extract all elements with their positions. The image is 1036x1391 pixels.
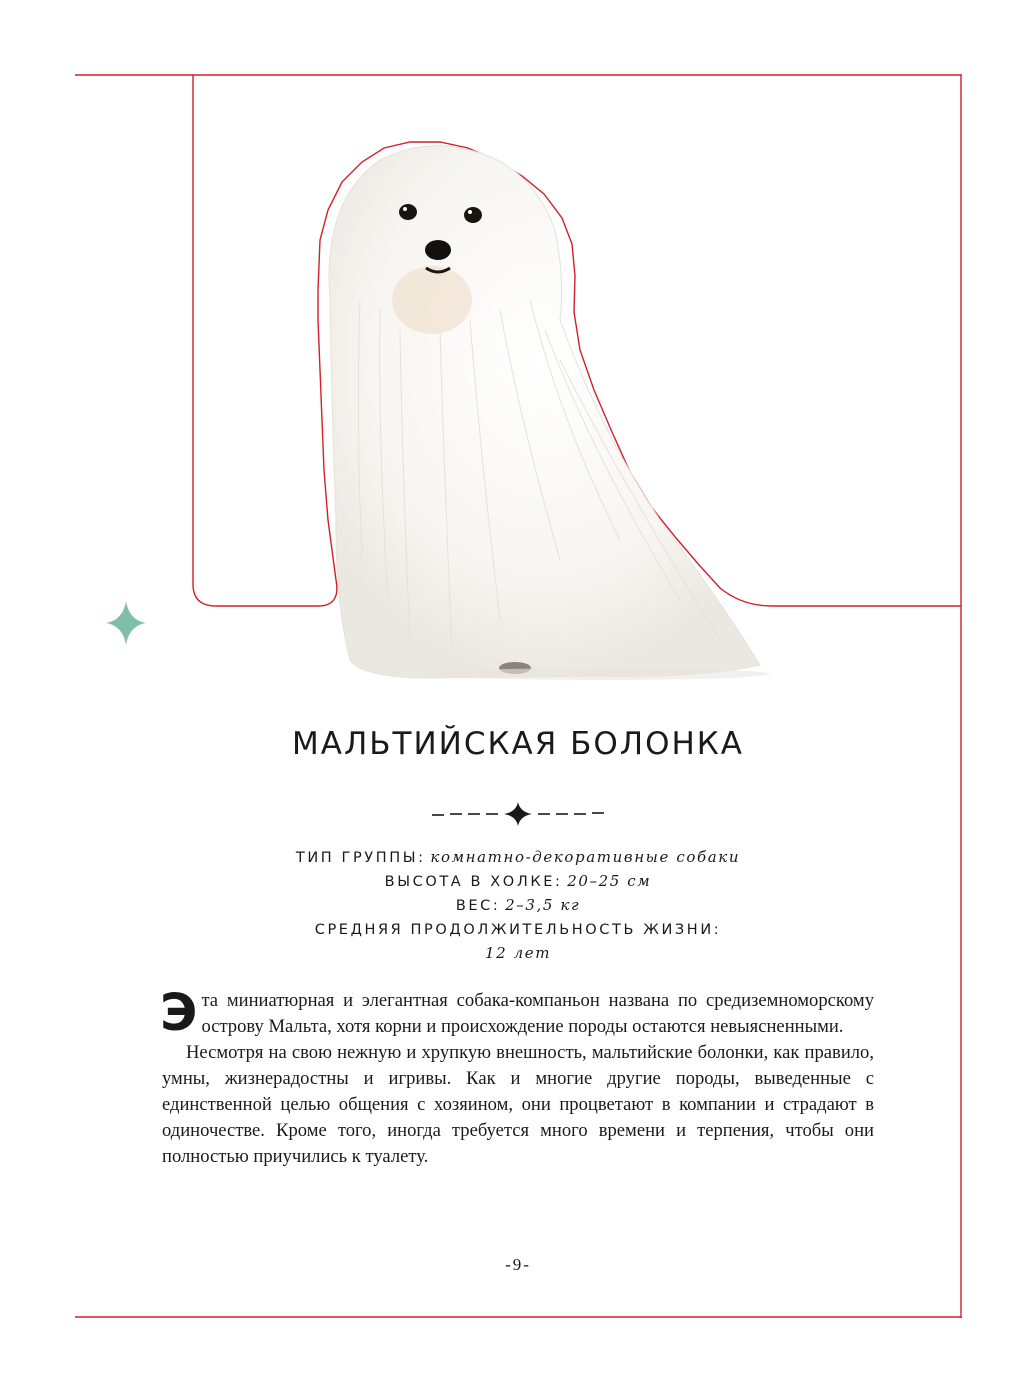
page-number: -9- [505,1255,531,1274]
four-point-star-icon [106,601,146,645]
fact-lifespan-label: СРЕДНЯЯ ПРОДОЛЖИТЕЛЬНОСТЬ ЖИЗНИ: [314,922,722,938]
fact-group-type: ТИП ГРУППЫ: комнатно-декоративные собаки [295,848,741,866]
paragraph-2: Несмотря на свою нежную и хрупкую внешность, мальтийские болонки, как правило, умны, жизнерадостны и игривы. Как и многие другие породы, выведенные с единственной целью общения с хозяином, они процветают в компании и страдают в одиночестве. Кроме того, иногда требуется много времени и терпения, чтобы они полностью приучились к туалету. [162,1042,874,1167]
ornament-divider-icon [428,802,608,826]
fact-height: ВЫСОТА В ХОЛКЕ: 20–25 см [384,872,652,890]
body-text [160,984,874,1170]
fact-weight: ВЕС: 2–3,5 кг [455,896,581,914]
drop-cap: Э [160,984,198,1043]
fact-lifespan-value: 12 лет [484,944,552,962]
breed-facts [0,846,1036,965]
page-title: МАЛЬТИЙСКАЯ БОЛОНКА [291,726,744,762]
paragraph-1: Эта миниатюрная и элегантная собака-компаньон названа по средиземноморскому острову Мальта, хотя корни и происхождение породы остаются невыясненными. [160,984,874,1043]
